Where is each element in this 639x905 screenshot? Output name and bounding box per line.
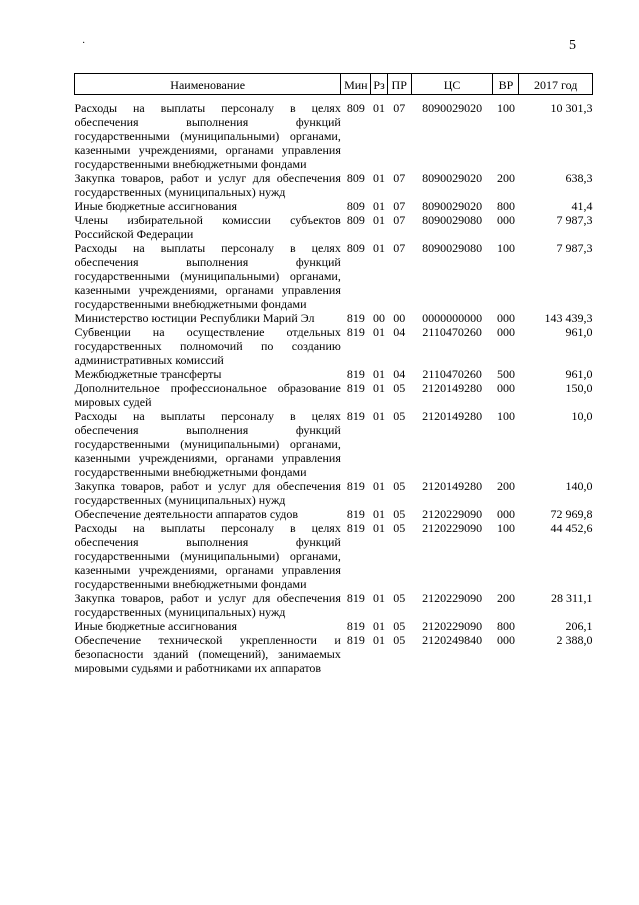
cell-min: 819 [346,409,365,423]
header-name: Наименование [75,74,341,95]
cell-name: Расходы на выплаты персоналу в целях обеспечения выполнения функций государственными (муниципальными) органами, казенными учреждениями, органами управления государственными внебюджетными фондами [74,409,341,479]
cell-cs: 8090029020 [422,199,483,213]
cell-name: Обеспечение деятельности аппаратов судов [74,507,299,521]
cell-rz: 01 [373,591,386,605]
cell-vr: 000 [496,633,515,647]
cell-rz: 00 [373,311,386,325]
cell-cs: 2120229090 [422,507,483,521]
cell-name: Субвенции на осуществление отдельных государственных полномочий по созданию административных комиссий [74,325,341,367]
cell-vr: 100 [496,521,515,535]
table-row [75,367,593,381]
table-row [75,507,593,521]
cell-min: 819 [346,633,365,647]
cell-sum: 206,1 [565,619,593,633]
cell-rz: 01 [373,213,386,227]
cell-sum: 72 969,8 [550,507,593,521]
cell-sum: 2 388,0 [556,633,593,647]
table-row [75,101,593,171]
cell-min: 819 [346,479,365,493]
cell-vr: 000 [496,213,515,227]
scan-dot: · [82,38,86,49]
cell-vr: 100 [496,241,515,255]
cell-cs: 2120249840 [422,633,483,647]
cell-rz: 01 [373,633,386,647]
cell-name: Министерство юстиции Республики Марий Эл [74,311,315,325]
cell-min: 809 [346,171,365,185]
cell-vr: 500 [496,367,515,381]
cell-sum: 961,0 [565,325,593,339]
cell-cs: 8090029080 [422,213,483,227]
cell-pr: 05 [393,381,406,395]
cell-vr: 000 [496,381,515,395]
cell-sum: 961,0 [565,367,593,381]
cell-min: 809 [346,213,365,227]
cell-pr: 07 [393,101,406,115]
cell-name: Расходы на выплаты персоналу в целях обеспечения выполнения функций государственными (муниципальными) органами, казенными учреждениями, органами управления государственными внебюджетными фондами [74,101,341,171]
cell-cs: 2120229090 [422,619,483,633]
table-row [75,409,593,479]
cell-cs: 2110470260 [422,325,482,339]
table-row [75,619,593,633]
cell-cs: 8090029020 [422,101,483,115]
cell-pr: 07 [393,199,406,213]
cell-pr: 04 [393,325,406,339]
table-row [75,633,593,675]
cell-cs: 2120149280 [422,381,483,395]
cell-name: Расходы на выплаты персоналу в целях обеспечения выполнения функций государственными (муниципальными) органами, казенными учреждениями, органами управления государственными внебюджетными фондами [74,521,341,591]
table-header-row [75,74,593,95]
cell-cs: 8090029020 [422,171,483,185]
page-number: 5 [569,38,576,53]
cell-sum: 150,0 [565,381,593,395]
cell-min: 819 [346,591,365,605]
header-min: Мин [341,74,371,95]
table-row [75,381,593,409]
cell-rz: 01 [373,619,386,633]
cell-name: Обеспечение технической укрепленности и безопасности зданий (помещений), занимаемых мировыми судьями и работниками их аппаратов [74,633,341,675]
table-row [75,325,593,367]
cell-pr: 05 [393,619,406,633]
cell-rz: 01 [373,507,386,521]
cell-cs: 2110470260 [422,367,482,381]
cell-rz: 01 [373,409,386,423]
cell-min: 809 [346,199,365,213]
cell-sum: 28 311,1 [550,591,593,605]
cell-pr: 05 [393,507,406,521]
table-row [75,199,593,213]
cell-min: 809 [346,101,365,115]
cell-vr: 000 [496,507,515,521]
cell-rz: 01 [373,479,386,493]
cell-rz: 01 [373,171,386,185]
cell-rz: 01 [373,367,386,381]
cell-cs: 2120149280 [422,409,483,423]
cell-vr: 800 [496,619,515,633]
cell-min: 819 [346,619,365,633]
cell-vr: 100 [496,409,515,423]
cell-name: Межбюджетные трансферты [74,367,222,381]
cell-rz: 01 [373,381,386,395]
cell-cs: 2120229090 [422,521,483,535]
cell-pr: 05 [393,591,406,605]
table-row [75,521,593,591]
budget-table [74,73,593,675]
cell-rz: 01 [373,521,386,535]
cell-name: Закупка товаров, работ и услуг для обеспечения государственных (муниципальных) нужд [74,171,341,199]
cell-name: Иные бюджетные ассигнования [74,199,237,213]
cell-pr: 04 [393,367,406,381]
cell-sum: 7 987,3 [556,241,593,255]
cell-sum: 638,3 [565,171,593,185]
header-pr: ПР [387,74,411,95]
cell-cs: 2120149280 [422,479,483,493]
cell-min: 819 [346,325,365,339]
cell-cs: 0000000000 [422,311,483,325]
cell-sum: 7 987,3 [556,213,593,227]
header-rz: Рз [371,74,387,95]
cell-pr: 00 [393,311,406,325]
cell-vr: 000 [496,311,515,325]
cell-min: 819 [346,381,365,395]
cell-min: 809 [346,241,365,255]
table-row [75,591,593,619]
cell-rz: 01 [373,199,386,213]
header-cs: ЦС [411,74,493,95]
cell-pr: 05 [393,479,406,493]
cell-name: Закупка товаров, работ и услуг для обеспечения государственных (муниципальных) нужд [74,591,341,619]
cell-sum: 44 452,6 [550,521,593,535]
table-row [75,241,593,311]
cell-vr: 200 [496,171,515,185]
cell-rz: 01 [373,101,386,115]
table-row [75,311,593,325]
cell-pr: 05 [393,521,406,535]
cell-pr: 07 [393,213,406,227]
cell-pr: 05 [393,633,406,647]
cell-sum: 140,0 [565,479,593,493]
cell-sum: 10 301,3 [550,101,593,115]
cell-name: Дополнительное профессиональное образование мировых судей [74,381,341,409]
cell-sum: 41,4 [571,199,593,213]
cell-sum: 10,0 [571,409,593,423]
cell-rz: 01 [373,241,386,255]
cell-vr: 100 [496,101,515,115]
cell-vr: 200 [496,591,515,605]
table-row [75,479,593,507]
cell-vr: 000 [496,325,515,339]
cell-name: Расходы на выплаты персоналу в целях обеспечения выполнения функций государственными (муниципальными) органами, казенными учреждениями, органами управления государственными внебюджетными фондами [74,241,341,311]
table-row [75,171,593,199]
cell-name: Закупка товаров, работ и услуг для обеспечения государственных (муниципальных) нужд [74,479,341,507]
table-row [75,213,593,241]
cell-min: 819 [346,311,365,325]
cell-min: 819 [346,521,365,535]
cell-vr: 200 [496,479,515,493]
cell-pr: 05 [393,409,406,423]
header-vr: ВР [493,74,519,95]
cell-name: Члены избирательной комиссии субъектов Российской Федерации [74,213,341,241]
cell-sum: 143 439,3 [544,311,593,325]
cell-min: 819 [346,507,365,521]
cell-rz: 01 [373,325,386,339]
cell-pr: 07 [393,171,406,185]
cell-cs: 2120229090 [422,591,483,605]
cell-name: Иные бюджетные ассигнования [74,619,237,633]
cell-min: 819 [346,367,365,381]
cell-vr: 800 [496,199,515,213]
cell-cs: 8090029080 [422,241,483,255]
cell-pr: 07 [393,241,406,255]
header-year: 2017 год [519,74,593,95]
